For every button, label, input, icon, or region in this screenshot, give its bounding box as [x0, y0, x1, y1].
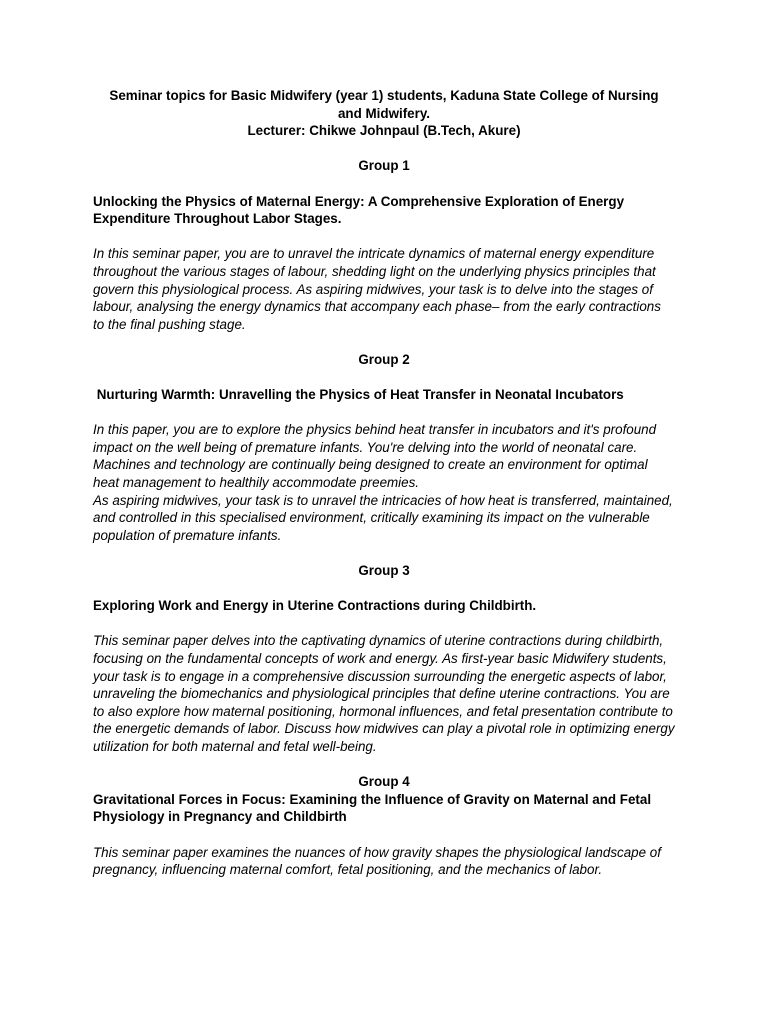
group-topic-title: Gravitational Forces in Focus: Examining the Influence of Gravity on Maternal and Fetal Physiology in Pregnancy and Childbirth — [93, 791, 652, 825]
document-title-line-1: Seminar topics for Basic Midwifery (year 1) students, Kaduna State College of Nursing — [109, 88, 659, 103]
group-section-3 — [93, 562, 675, 756]
group-section-4 — [93, 773, 675, 879]
group-heading: Group 4 — [358, 774, 410, 790]
description-paragraph: As aspiring midwives, your task is to unravel the intricacies of how heat is transferred, maintained, and controlled in this specialised environment, critically examining its impact on the vulnerable population of premature infants. — [93, 492, 673, 543]
document-title-line-2: and Midwifery. — [337, 105, 430, 121]
group-description — [93, 844, 675, 879]
group-description — [93, 421, 675, 544]
group-topic-title: Unlocking the Physics of Maternal Energy: A Comprehensive Exploration of Energy Expenditure Throughout Labor Stages. — [93, 193, 625, 227]
group-topic-title: Exploring Work and Energy in Uterine Contractions during Childbirth. — [93, 598, 537, 614]
description-paragraph: In this seminar paper, you are to unravel the intricate dynamics of maternal energy expenditure throughout the various stages of labour, shedding light on the underlying physics principles that govern this physiological process. As aspiring midwives, your task is to delve into the stages of labour, analysing the energy dynamics that accompany each phase– from the early contractions to the final pushing stage. — [93, 246, 661, 332]
group-section-2 — [93, 351, 675, 545]
document-header — [93, 87, 675, 140]
description-paragraph: This seminar paper delves into the captivating dynamics of uterine contractions during childbirth, focusing on the fundamental concepts of work and energy. As first-year basic Midwifery students, your task is to engage in a comprehensive discussion surrounding the energetic aspects of labor, unraveling the biomechanics and physiological principles that define uterine contractions. You are to also explore how maternal positioning, hormonal influences, and fetal presentation contribute to the energetic demands of labor. Discuss how midwives can play a pivotal role in optimizing energy utilization for both maternal and fetal well-being. — [93, 633, 675, 754]
description-paragraph: In this paper, you are to explore the physics behind heat transfer in incubators and it's profound impact on the well being of premature infants. You're delving into the world of neonatal care. Machines and technology are continually being designed to create an environment for optimal heat management to healthily accommodate preemies. — [93, 422, 657, 491]
group-section-1 — [93, 157, 675, 333]
group-heading: Group 2 — [358, 351, 410, 367]
group-description — [93, 632, 675, 755]
group-topic-title: Nurturing Warmth: Unravelling the Physics of Heat Transfer in Neonatal Incubators — [93, 387, 624, 403]
description-paragraph: This seminar paper examines the nuances of how gravity shapes the physiological landscape of pregnancy, influencing maternal comfort, fetal positioning, and the mechanics of labor. — [93, 844, 661, 878]
group-heading: Group 1 — [358, 158, 410, 174]
group-description — [93, 245, 675, 333]
lecturer-line: Lecturer: Chikwe Johnpaul (B.Tech, Akure) — [247, 123, 521, 139]
group-heading: Group 3 — [358, 563, 410, 579]
